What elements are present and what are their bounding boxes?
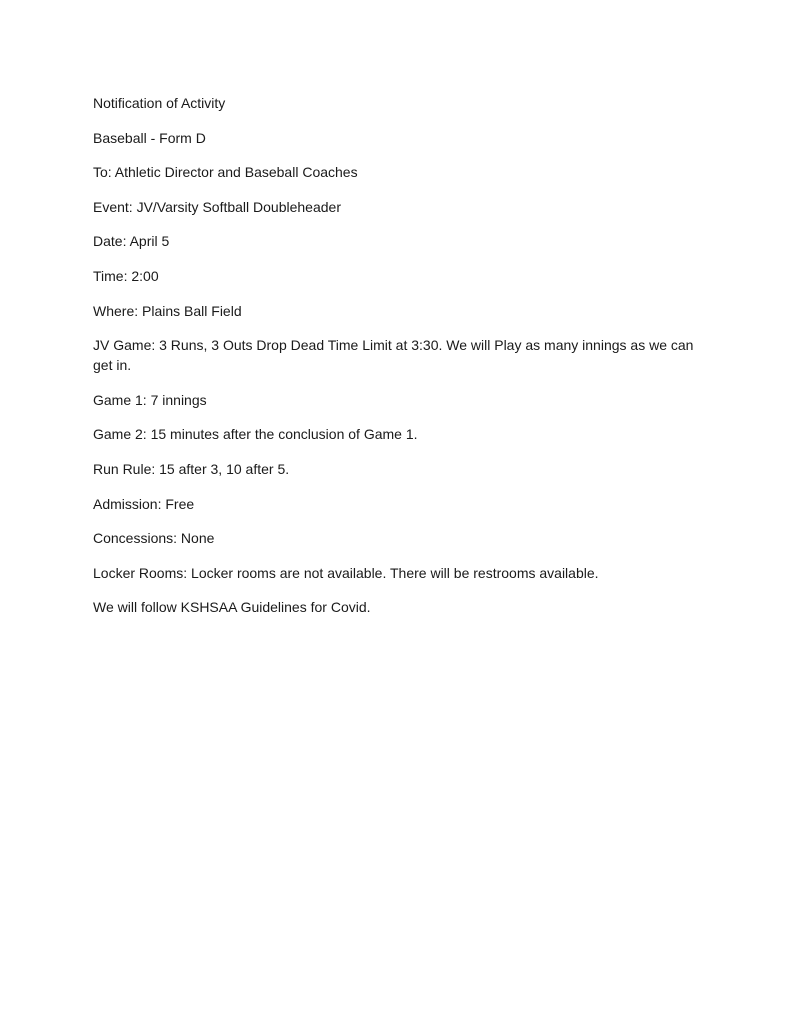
locker-rooms-line: Locker Rooms: Locker rooms are not available. There will be restrooms available. xyxy=(93,564,599,581)
document-body xyxy=(93,93,699,632)
event-line: Event: JV/Varsity Softball Doubleheader xyxy=(93,198,341,215)
recipient-line: To: Athletic Director and Baseball Coaches xyxy=(93,164,358,181)
document-title: Notification of Activity xyxy=(93,95,226,111)
jv-game-line: JV Game: 3 Runs, 3 Outs Drop Dead Time Limit at 3:30. We will Play as many innings as we can get in. xyxy=(93,337,694,374)
time-line: Time: 2:00 xyxy=(93,267,159,284)
form-label: Baseball - Form D xyxy=(93,129,206,146)
admission-line: Admission: Free xyxy=(93,495,195,512)
covid-guidelines-line: We will follow KSHSAA Guidelines for Covid. xyxy=(93,599,371,616)
date-line: Date: April 5 xyxy=(93,233,170,250)
run-rule-line: Run Rule: 15 after 3, 10 after 5. xyxy=(93,460,290,477)
concessions-line: Concessions: None xyxy=(93,530,215,547)
game-2-line: Game 2: 15 minutes after the conclusion of Game 1. xyxy=(93,426,418,443)
location-line: Where: Plains Ball Field xyxy=(93,302,242,319)
game-1-line: Game 1: 7 innings xyxy=(93,391,207,408)
